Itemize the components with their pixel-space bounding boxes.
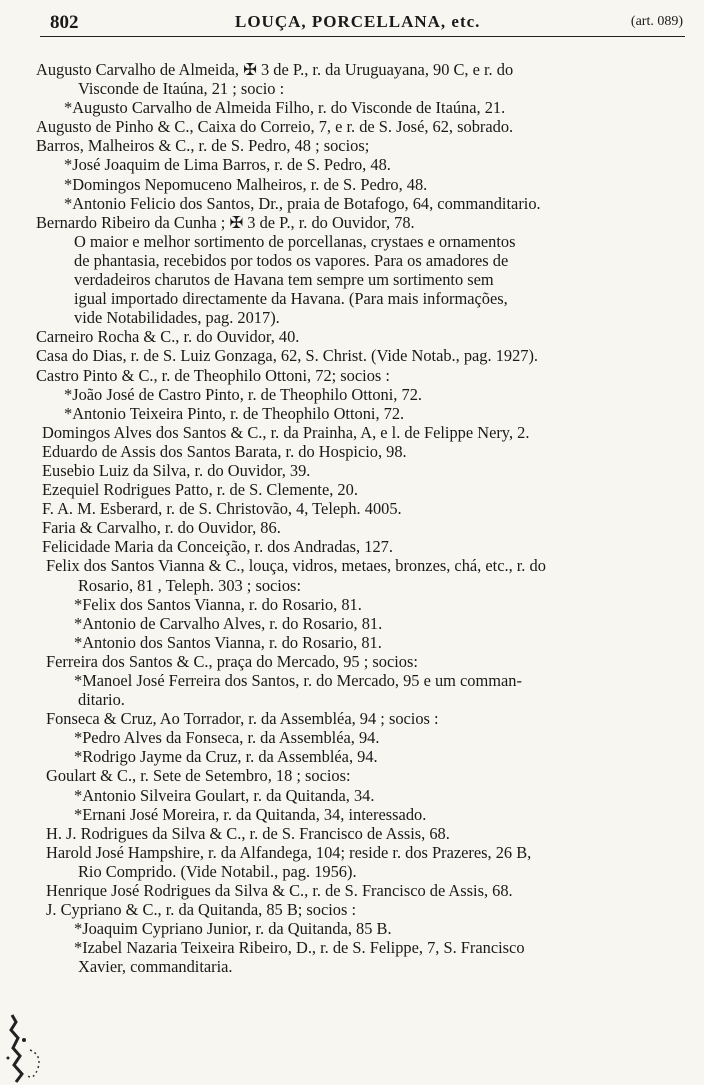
entry-line: Carneiro Rocha & C., r. do Ouvidor, 40. <box>36 327 300 347</box>
entry-line: Faria & Carvalho, r. do Ouvidor, 86. <box>42 518 281 538</box>
page-number: 802 <box>50 12 79 33</box>
entry-line: Goulart & C., r. Sete de Setembro, 18 ; socios: <box>46 766 351 786</box>
entry-line: vide Notabilidades, pag. 2017). <box>74 308 280 328</box>
entry-line: *Antonio Silveira Goulart, r. da Quitanda, 34. <box>74 785 375 805</box>
entry-line: Xavier, commanditaria. <box>78 957 233 977</box>
entry-line: Rio Comprido. (Vide Notabil., pag. 1956). <box>78 861 357 881</box>
entry-line: *Antonio Felicio dos Santos, Dr., praia de Botafogo, 64, commanditario. <box>64 193 541 213</box>
entry-line: Felicidade Maria da Conceição, r. dos Andradas, 127. <box>42 537 393 557</box>
directory-entries <box>36 60 686 977</box>
entry-line: Castro Pinto & C., r. de Theophilo Ottoni, 72; socios : <box>36 365 390 385</box>
entry-line: Ferreira dos Santos & C., praça do Mercado, 95 ; socios: <box>46 651 418 671</box>
entry-line: Ezequiel Rodrigues Patto, r. de S. Clemente, 20. <box>42 480 358 500</box>
entry-line: Casa do Dias, r. de S. Luiz Gonzaga, 62, S. Christ. (Vide Notab., pag. 1927). <box>36 346 539 366</box>
entry-line: *José Joaquim de Lima Barros, r. de S. Pedro, 48. <box>64 155 391 175</box>
page-header <box>40 10 685 37</box>
entry-line: Felix dos Santos Vianna & C., louça, vidros, metaes, bronzes, chá, etc., r. do <box>46 556 546 576</box>
entry-line: Henrique José Rodrigues da Silva & C., r. de S. Francisco de Assis, 68. <box>46 881 513 901</box>
entry-line: *João José de Castro Pinto, r. de Theophilo Ottoni, 72. <box>64 384 422 404</box>
entry-line: *Domingos Nepomuceno Malheiros, r. de S. Pedro, 48. <box>64 174 428 194</box>
entry-line: *Felix dos Santos Vianna, r. do Rosario, 81. <box>74 594 362 614</box>
entry-line: Fonseca & Cruz, Ao Torrador, r. da Assembléa, 94 ; socios : <box>46 709 439 729</box>
entry-line: H. J. Rodrigues da Silva & C., r. de S. Francisco de Assis, 68. <box>46 823 450 843</box>
entry-line: Bernardo Ribeiro da Cunha ; ✠ 3 de P., r. do Ouvidor, 78. <box>36 212 415 232</box>
entry-line: Barros, Malheiros & C., r. de S. Pedro, 48 ; socios; <box>36 136 370 156</box>
entry-line: Augusto de Pinho & C., Caixa do Correio, 7, e r. de S. José, 62, sobrado. <box>36 117 514 137</box>
entry-line: *Joaquim Cypriano Junior, r. da Quitanda, 85 B. <box>74 919 392 939</box>
entry-line: J. Cypriano & C., r. da Quitanda, 85 B; socios : <box>46 900 357 920</box>
entry-line: F. A. M. Esberard, r. de S. Christovão, 4, Teleph. 4005. <box>42 499 402 519</box>
entry-line: *Manoel José Ferreira dos Santos, r. do Mercado, 95 e um comman- <box>74 671 522 690</box>
article-reference: (art. 089) <box>630 14 683 29</box>
entry-line: *Izabel Nazaria Teixeira Ribeiro, D., r. de S. Felippe, 7, S. Francisco <box>74 938 525 958</box>
entry-line: O maior e melhor sortimento de porcellanas, crystaes e ornamentos <box>74 231 516 251</box>
entry-line: Eduardo de Assis dos Santos Barata, r. do Hospicio, 98. <box>42 441 407 461</box>
running-title: LOUÇA, PORCELLANA, etc. <box>235 12 481 31</box>
ink-stain-mark <box>2 1010 62 1085</box>
entry-line: Eusebio Luiz da Silva, r. do Ouvidor, 39. <box>42 460 311 480</box>
entry-line: *Ernani José Moreira, r. da Quitanda, 34, interessado. <box>74 804 427 824</box>
entry-line: Visconde de Itaúna, 21 ; socio : <box>78 79 285 99</box>
entry-line: *Antonio Teixeira Pinto, r. de Theophilo Ottoni, 72. <box>64 403 405 423</box>
entry-line: Harold José Hampshire, r. da Alfandega, 104; reside r. dos Prazeres, 26 B, <box>46 842 532 862</box>
entry-line: Augusto Carvalho de Almeida, ✠ 3 de P., r. da Uruguayana, 90 C, e r. do <box>36 60 514 79</box>
entry-line: Domingos Alves dos Santos & C., r. da Prainha, A, e l. de Felippe Nery, 2. <box>42 422 530 442</box>
entry-line: de phantasia, recebidos por todos os vapores. Para os amadores de <box>74 250 509 270</box>
entry-line: *Antonio de Carvalho Alves, r. do Rosario, 81. <box>74 613 383 633</box>
entry-line: *Antonio dos Santos Vianna, r. do Rosario, 81. <box>74 632 382 652</box>
entry-line: *Rodrigo Jayme da Cruz, r. da Assembléa, 94. <box>74 747 378 767</box>
entry-line: verdadeiros charutos de Havana tem sempre um sortimento sem <box>74 270 494 290</box>
entry-line: Rosario, 81 , Teleph. 303 ; socios: <box>78 575 301 595</box>
entry-line: *Pedro Alves da Fonseca, r. da Assembléa, 94. <box>74 728 380 748</box>
entry-line: igual importado directamente da Havana. (Para mais informações, <box>74 289 508 309</box>
entry-line: ditario. <box>78 690 125 710</box>
entry-line: *Augusto Carvalho de Almeida Filho, r. do Visconde de Itaúna, 21. <box>64 98 506 118</box>
